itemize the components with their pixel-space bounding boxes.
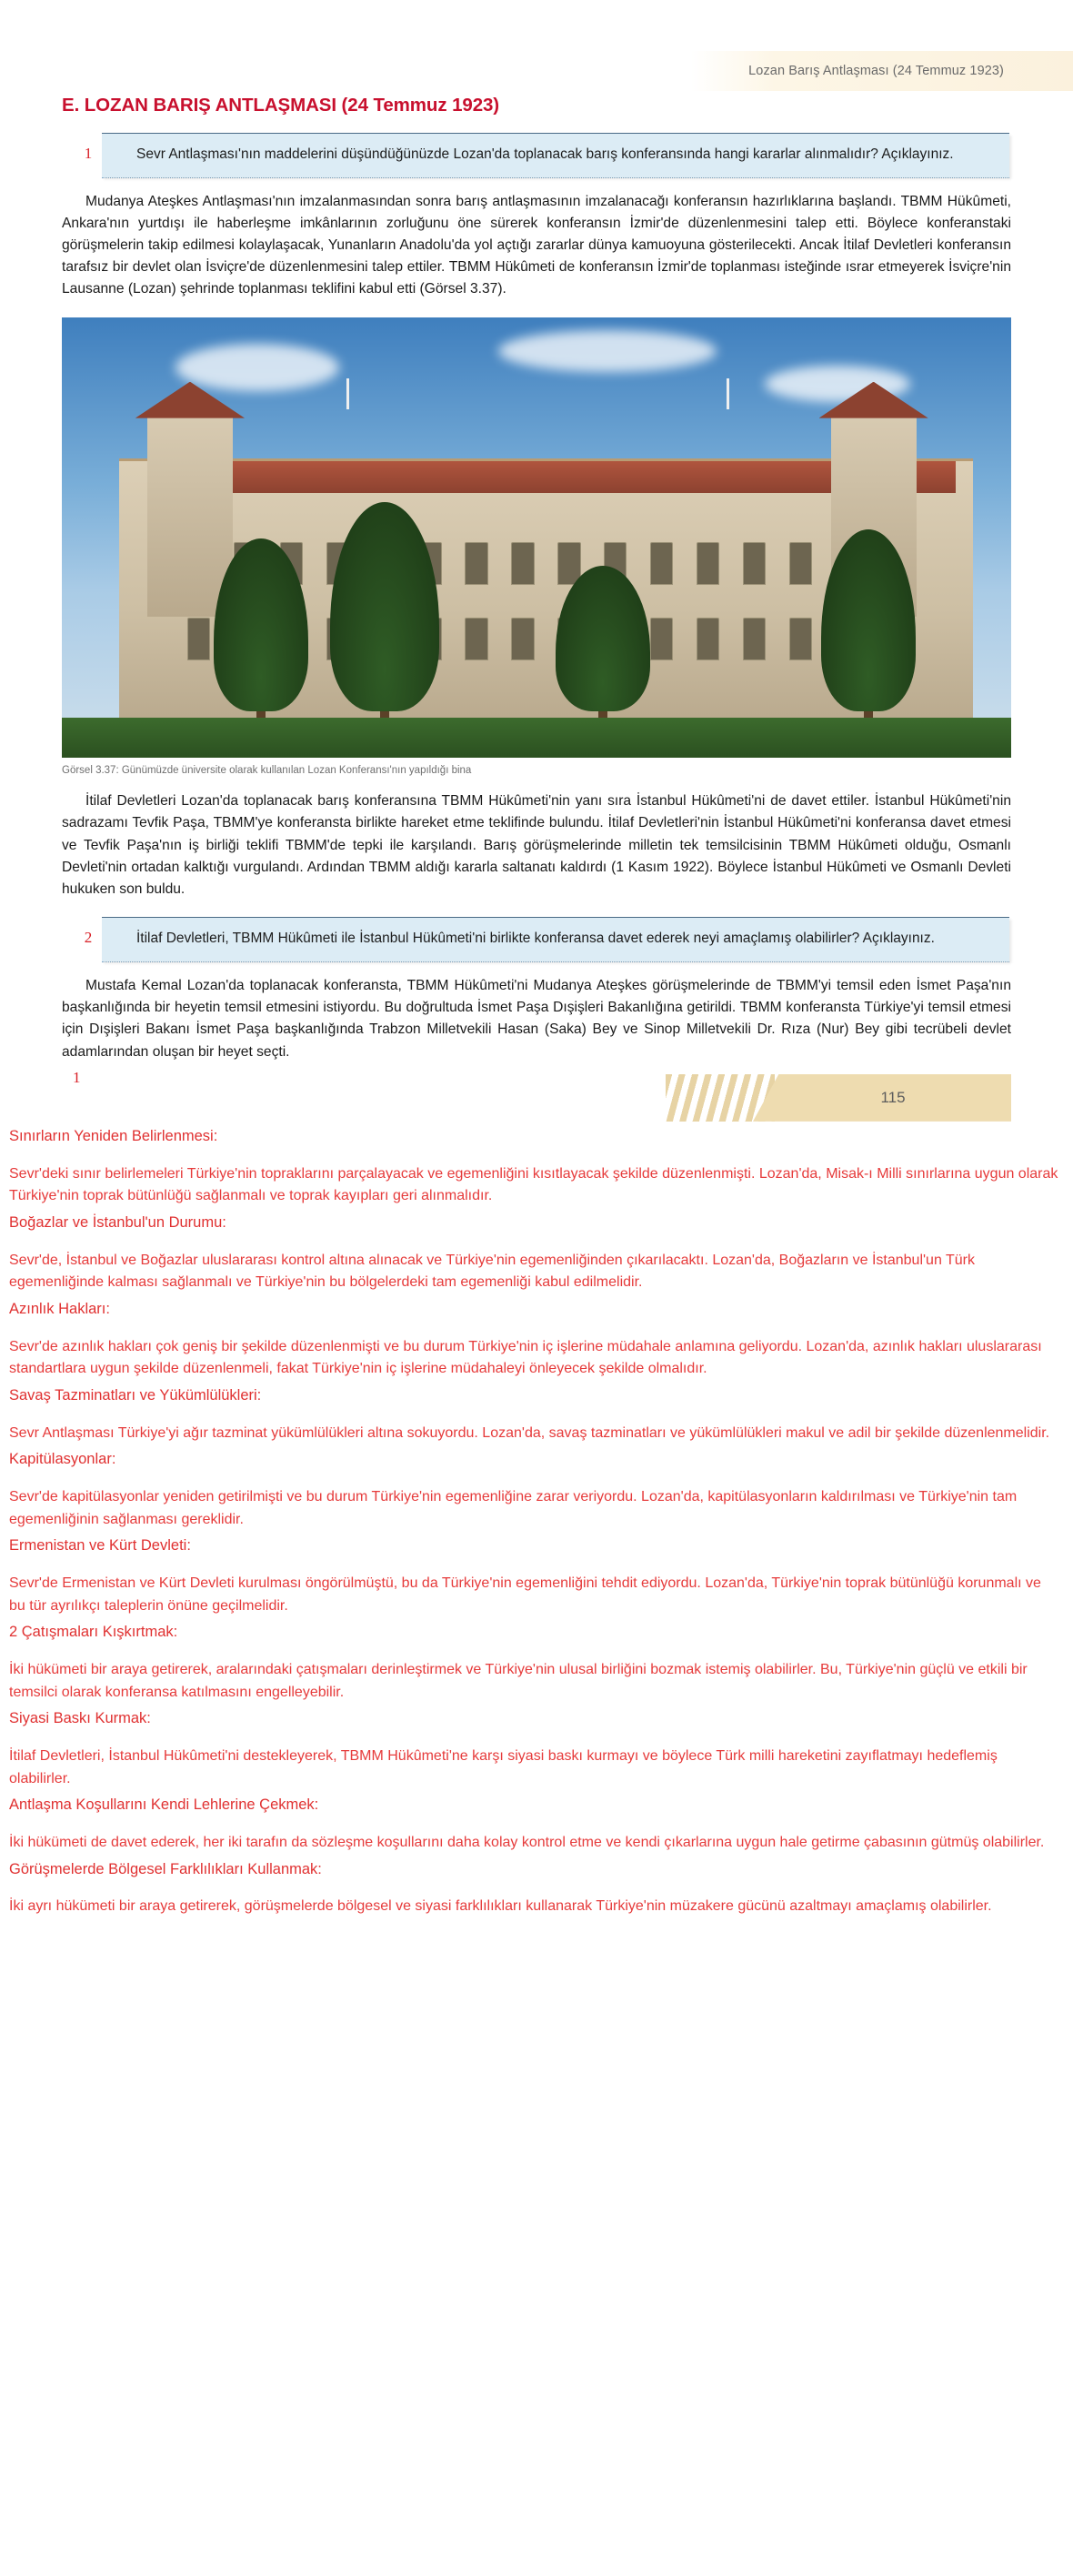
answer-paragraph: İtilaf Devletleri, İstanbul Hükûmeti'ni destekleyerek, TBMM Hükûmeti'ne karşı siyasi baskı kurmayı ve böylece Türk milli hareketini zayıflatmayı hedeflemiş olabilirler. — [9, 1748, 998, 1786]
flagpole — [346, 378, 349, 409]
cloud-shape — [175, 344, 339, 391]
answers-section — [0, 1125, 1073, 1958]
figure-caption: Görsel 3.37: Günümüzde üniversite olarak kullanılan Lozan Konferansı'nın yapıldığı bina — [62, 764, 472, 776]
answer-heading: 2 Çatışmaları Kışkırtmak: — [9, 1624, 178, 1641]
answer-heading: Siyasi Baskı Kurmak: — [9, 1710, 151, 1727]
answer-paragraph: İki hükümeti bir araya getirerek, aralarındaki çatışmaları derinleştirmek ve Türkiye'nin ulusal birliğini bozmak istemiş olabilirler. Bu, Türkiye'nin güçlü ve etkili bir temsilci olarak konferansa katılmasını engelleyebilir. — [9, 1662, 1028, 1700]
answer-heading: Savaş Tazminatları ve Yükümlülükleri: — [9, 1386, 262, 1404]
page-footer — [62, 1068, 1011, 1125]
answer-heading: Azınlık Hakları: — [9, 1300, 110, 1317]
answer-heading: Görüşmelerde Bölgesel Farklılıkları Kullanmak: — [9, 1860, 322, 1877]
figure-lozan-building — [62, 317, 1011, 779]
question-rule-bottom — [102, 961, 1009, 962]
answer-paragraph: Sevr'de, İstanbul ve Boğazlar uluslararası kontrol altına alınacak ve Türkiye'nin egemenliğinden çıkarılacaktı. Lozan'da, Boğazların ve İstanbul'un Türk egemenliğinde kalması sağlanmalı ve Türkiye'nin bu bölgelerdeki tam egemenliği kabul edilmelidir. — [9, 1252, 975, 1291]
page-number-badge — [666, 1074, 1011, 1122]
page-title: E. LOZAN BARIŞ ANTLAŞMASI (24 Temmuz 1923) — [62, 95, 500, 116]
answer-paragraph: Sevr'de Ermenistan ve Kürt Devleti kurulması öngörülmüştü, bu da Türkiye'nin egemenliğini tehdit ediyordu. Lozan'da, Türkiye'nin toprak bütünlüğü korunmalı ve bu tür ayrılıkçı taleplerin önüne geçilmelidir. — [9, 1575, 1041, 1614]
body-paragraph-1: Mudanya Ateşkes Antlaşması'nın imzalanmasından sonra barış antlaşmasının imzalanacağı konferansın hazırlıklarına başlandı. TBMM Hükûmeti, Ankara'nın yurtdışı ile haberleşme imkânlarının zorluğunu öne sürerek konferansın İzmir'de düzenlenmesini talep etti. Böylece konferanstaki görüşmelerin takip edilmesi kolaylaşacak, Yunanların Anadolu'da yol açtığı zararlar dünya kamuoyuna gösterilecekti. Ancak İtilaf Devletleri konferansın tarafsız bir devlet olan İsviçre'de düzenlenmesini talep ettiler. TBMM Hükûmeti de konferansın İzmir'de toplanması isteğinde ısrar etmeyerek İsviçre'nin Lausanne (Lozan) şehrinde toplanması teklifini kabul etti (Görsel 3.37). — [62, 193, 1011, 297]
answer-paragraph: Sevr'de azınlık hakları çok geniş bir şekilde düzenlenmişti ve bu durum Türkiye'nin iç işlerine müdahale anlamına geliyordu. Lozan'da, azınlık hakları uluslararası standartlara uygun şekilde düzenlenmeli, fakat Türkiye'nin iç işlerine müdahaleyi önleyecek şekilde olmalıdır. — [9, 1338, 1042, 1377]
page-number: 115 — [880, 1088, 906, 1106]
footer-marker: 1 — [73, 1068, 81, 1086]
tower-left — [147, 414, 233, 617]
answer-heading: Boğazlar ve İstanbul'un Durumu: — [9, 1213, 226, 1231]
question-rule-bottom — [102, 177, 1009, 178]
answer-heading: Antlaşma Koşullarını Kendi Lehlerine Çekmek: — [9, 1796, 319, 1814]
flagpole — [727, 378, 729, 409]
question-block-2 — [62, 917, 1011, 962]
question-box-1[interactable] — [84, 134, 1009, 177]
answer-heading: Ermenistan ve Kürt Devleti: — [9, 1537, 191, 1555]
page-content — [0, 0, 1073, 1125]
question-box-2[interactable] — [84, 918, 1009, 961]
question-number-2: 2 — [84, 929, 93, 947]
figure-image — [62, 317, 1011, 758]
question-number-1: 1 — [84, 145, 93, 162]
answer-paragraph: İki hükümeti de davet ederek, her iki tarafın da sözleşme koşullarını daha kolay kontrol etme ve kendi çıkarlarına uygun hale getirme çabasının gütmüş olabilirler. — [9, 1835, 1045, 1851]
body-paragraph-2: İtilaf Devletleri Lozan'da toplanacak barış konferansına TBMM Hükûmeti'nin yanı sıra İstanbul Hükûmeti'ni de davet ettiler. İstanbul Hükûmeti'nin sadrazamı Tevfik Paşa, TBMM'ye konferansta birlikte hareket etme teklifinde bulundu. İtilaf Devletleri'nin İstanbul Hükûmeti'ni konferansa davet etmesi ve Tevfik Paşa'nın iş birliği teklifi TBMM'de tepki ile karşılandı. Barış görüşmelerinde milletin tek temsilcisinin TBMM Hükûmeti olduğu, Osmanlı Devleti'nin ortadan kalktığı vurgulandı. Ardından TBMM aldığı kararla saltanatı kaldırdı (1 Kasım 1922). Böylece İstanbul Hükûmeti ve Osmanlı Devleti hukuken son buldu. — [62, 793, 1011, 898]
answer-paragraph: Sevr'deki sınır belirlemeleri Türkiye'nin topraklarını parçalayacak ve egemenliğini kısıtlayacak şekilde düzenlenmişti. Lozan'da, Misak-ı Milli sınırlarına uygun olarak Türkiye'nin toprak bütünlüğü sağlanmalı ve toprak kayıpları geri alınmalıdır. — [9, 1165, 1058, 1204]
body-paragraph-3: Mustafa Kemal Lozan'da toplanacak konferansta, TBMM Hükûmeti'ni Mudanya Ateşkes görüşmelerinde de TBMM'yi temsil eden İsmet Paşa'nın başkanlığında bir heyetin temsil etmesini istiyordu. Bu doğrultuda İsmet Paşa Dışişleri Bakanlığına getirildi. TBMM konferansta Türkiye'yi temsil etmesi için Dışişleri Bakanı İsmet Paşa başkanlığında Trabzon Milletvekili Hasan (Saka) Bey ve Sinop Milletvekili Dr. Rıza (Nur) Bey gibi tecrübeli devlet adamlarından oluşan bir heyet seçti. — [62, 977, 1011, 1060]
question-block-1 — [62, 133, 1011, 178]
question-text-2: İtilaf Devletleri, TBMM Hükûmeti ile İstanbul Hükûmeti'ni birlikte konferansa davet ederek neyi amaçlamış olabilirler? Açıklayınız. — [136, 931, 935, 947]
cloud-shape — [498, 330, 717, 372]
question-text-1: Sevr Antlaşması'nın maddelerini düşündüğünüzde Lozan'da toplanacak barış konferansında hangi kararlar alınmalıdır? Açıklayınız. — [136, 146, 954, 162]
answer-heading: Kapitülasyonlar: — [9, 1451, 116, 1468]
running-head-text: Lozan Barış Antlaşması (24 Temmuz 1923) — [748, 64, 1004, 78]
answer-paragraph: Sevr'de kapitülasyonlar yeniden getirilmişti ve bu durum Türkiye'nin egemenliğine zarar veriyordu. Lozan'da, kapitülasyonların kaldırılması ve Türkiye'nin tam egemenliğinin sağlanması gereklidir. — [9, 1489, 1018, 1527]
answer-heading: Sınırların Yeniden Belirlenmesi: — [9, 1127, 218, 1144]
answer-paragraph: İki ayrı hükümeti bir araya getirerek, görüşmelerde bölgesel ve siyasi farklılıkları kullanarak Türkiye'nin müzakere gücünü azaltmayı amaçlamış olabilirler. — [9, 1898, 992, 1915]
hedge-row — [62, 718, 1011, 758]
answer-paragraph: Sevr Antlaşması Türkiye'yi ağır tazminat yükümlülükleri altına sokuyordu. Lozan'da, savaş tazminatları ve yükümlülükleri makul ve adil bir şekilde düzenlenmelidir. — [9, 1424, 1050, 1441]
